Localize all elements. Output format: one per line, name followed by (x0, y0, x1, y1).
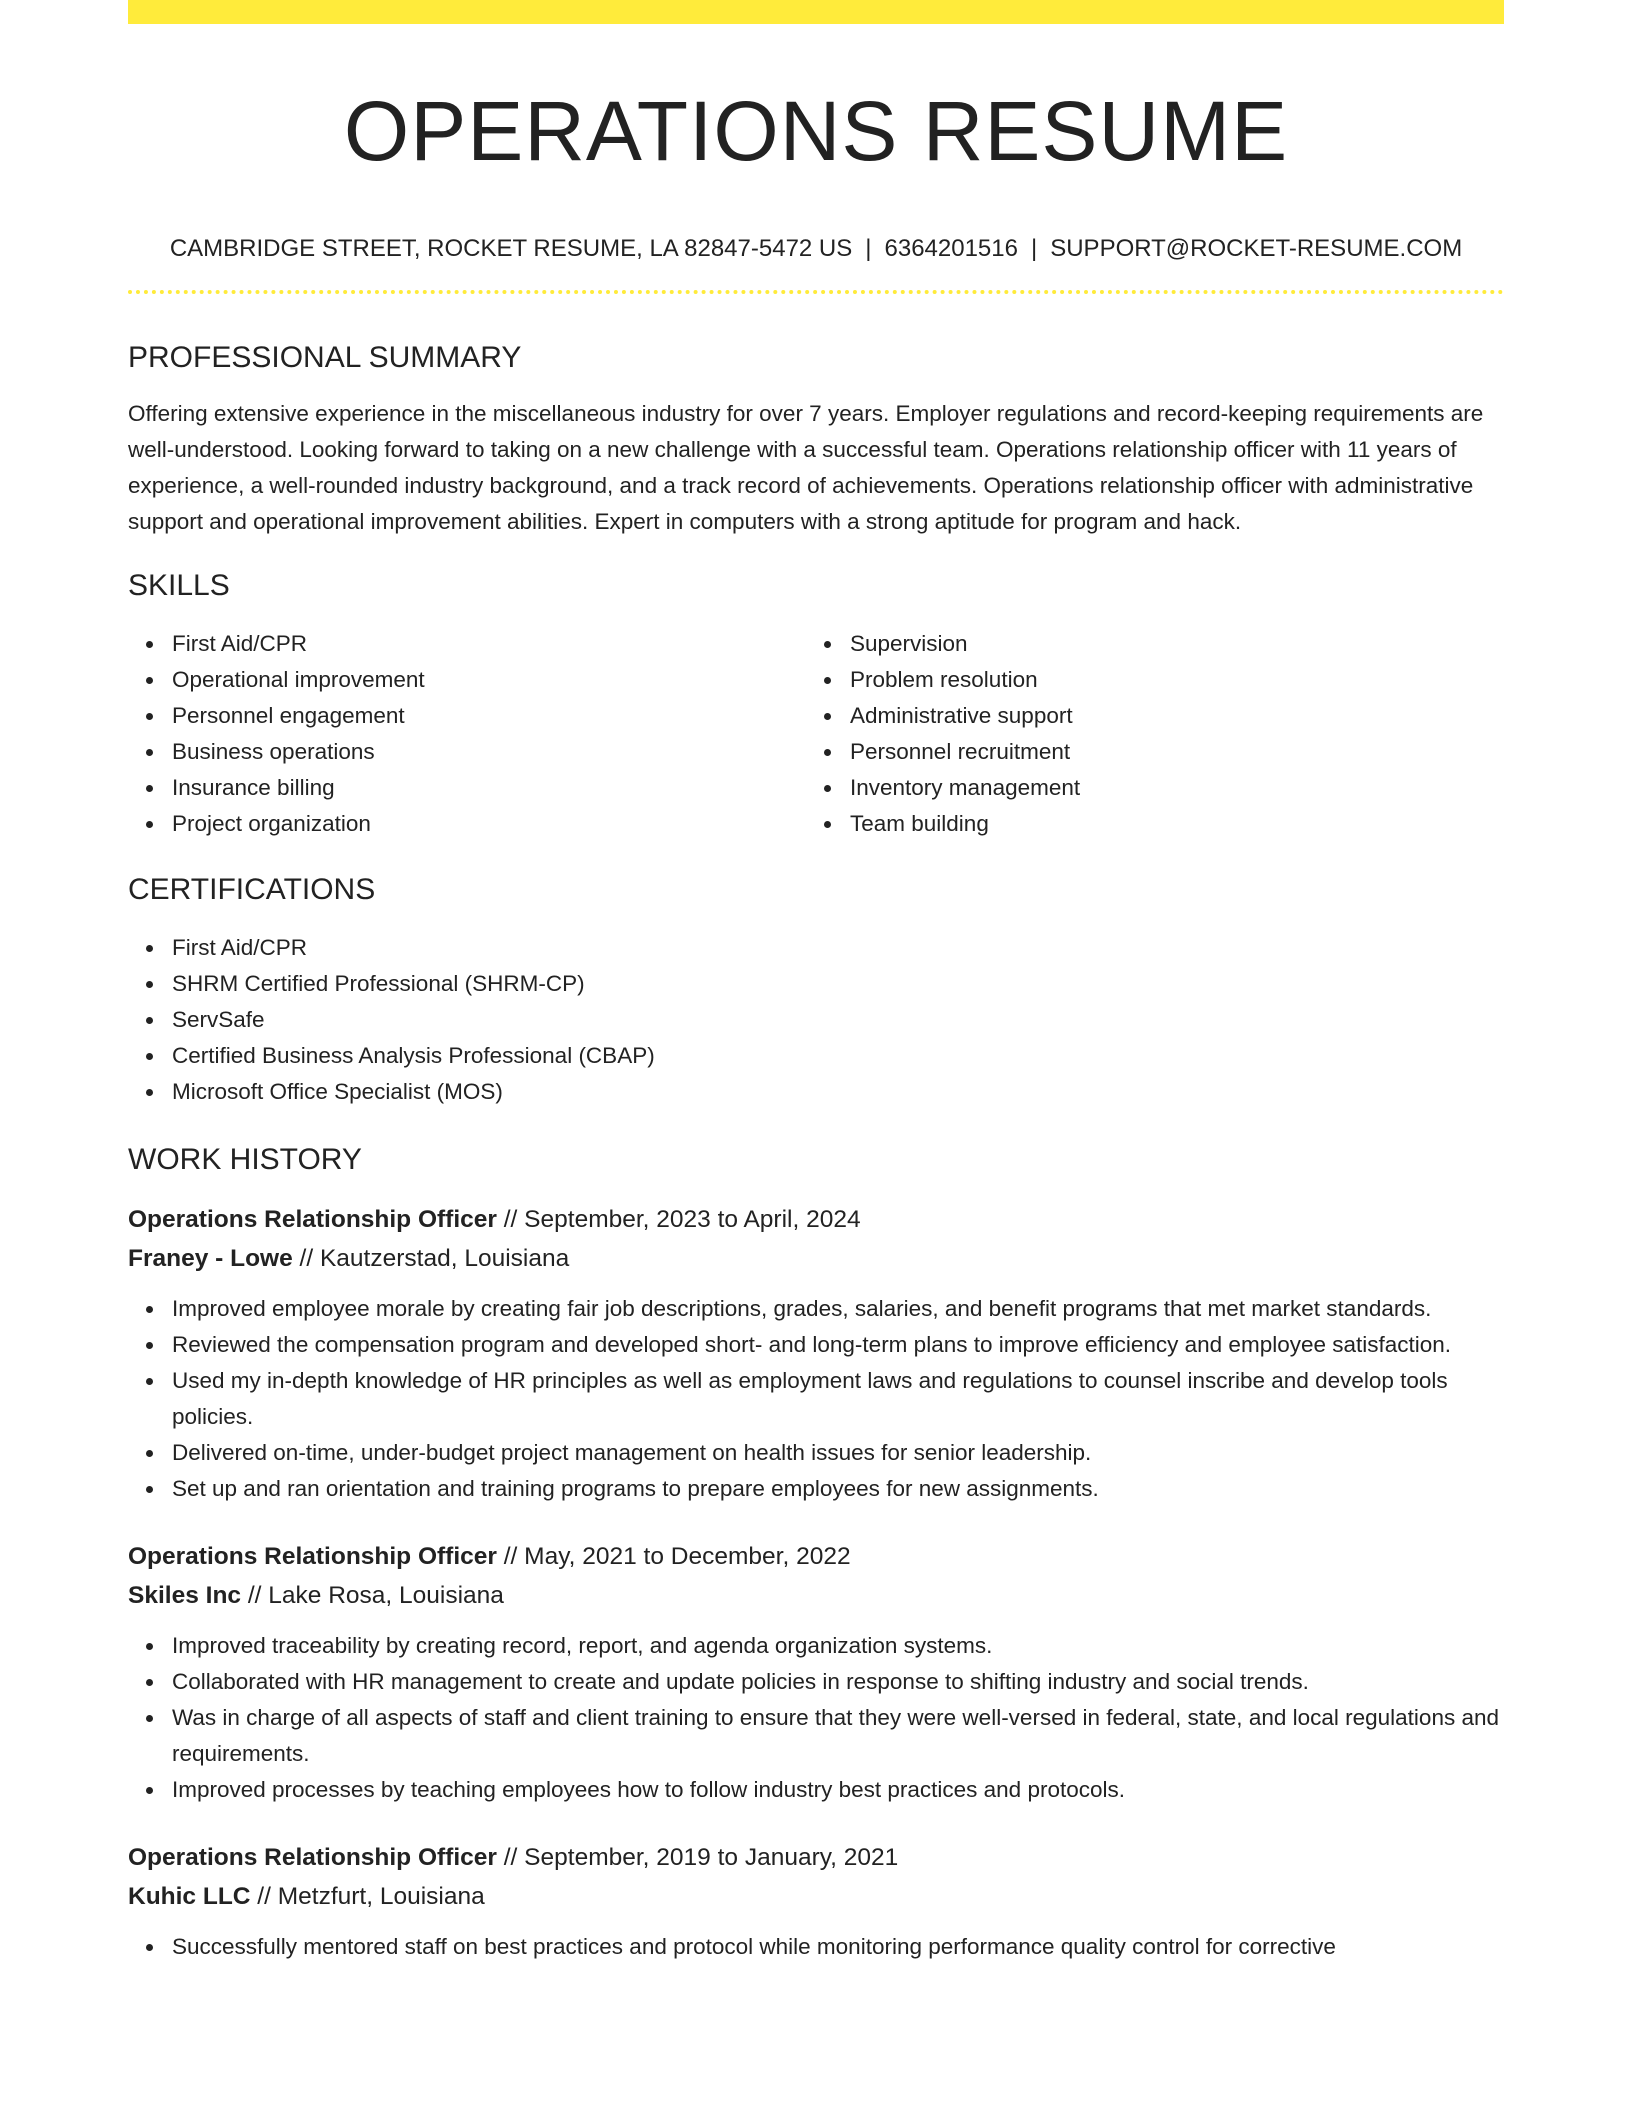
job-bullets (128, 1291, 1504, 1507)
job-bullet: Reviewed the compensation program and developed short- and long-term plans to improve efficiency and employee satisfaction. (172, 1327, 1504, 1363)
job-location: // Lake Rosa, Louisiana (241, 1582, 504, 1609)
dotted-divider (128, 290, 1504, 294)
skill-item: Personnel recruitment (850, 734, 1484, 770)
job-company-line (128, 1877, 1504, 1916)
certification-item: SHRM Certified Professional (SHRM-CP) (172, 966, 1504, 1002)
summary-heading: PROFESSIONAL SUMMARY (128, 341, 522, 374)
job-entry (128, 1838, 1504, 1965)
skill-item: Team building (850, 806, 1484, 842)
certifications-heading: CERTIFICATIONS (128, 873, 376, 906)
skills-column-right (806, 626, 1484, 842)
skill-item: Inventory management (850, 770, 1484, 806)
skill-item: Business operations (172, 734, 806, 770)
skills-list (128, 626, 1504, 842)
skill-item: Supervision (850, 626, 1484, 662)
skill-item: First Aid/CPR (172, 626, 806, 662)
certifications-list (128, 930, 1504, 1110)
job-location: // Kautzerstad, Louisiana (292, 1245, 570, 1272)
job-bullet: Improved processes by teaching employees how to follow industry best practices and protocols. (172, 1772, 1504, 1808)
job-bullet: Used my in-depth knowledge of HR principles as well as employment laws and regulations to counsel inscribe and develop tools policies. (172, 1363, 1504, 1435)
job-entry (128, 1537, 1504, 1808)
job-role: Operations Relationship Officer (128, 1543, 497, 1570)
skill-item: Project organization (172, 806, 806, 842)
skills-heading: SKILLS (128, 569, 230, 602)
job-company: Kuhic LLC (128, 1883, 251, 1910)
skill-item: Operational improvement (172, 662, 806, 698)
contact-separator: | (865, 235, 872, 262)
contact-line (128, 234, 1504, 264)
certification-item: ServSafe (172, 1002, 1504, 1038)
contact-phone: 6364201516 (884, 235, 1018, 262)
contact-email[interactable]: SUPPORT@ROCKET-RESUME.COM (1050, 235, 1463, 262)
job-title-line (128, 1537, 1504, 1576)
work-history-heading: WORK HISTORY (128, 1143, 362, 1176)
certification-item: Certified Business Analysis Professional (CBAP) (172, 1038, 1504, 1074)
job-entry (128, 1200, 1504, 1507)
job-bullet: Collaborated with HR management to create and update policies in response to shifting industry and social trends. (172, 1664, 1504, 1700)
skill-item: Personnel engagement (172, 698, 806, 734)
job-company-line (128, 1576, 1504, 1615)
skills-column-left (128, 626, 806, 842)
contact-address: CAMBRIDGE STREET, ROCKET RESUME, LA 82847-5472 US (169, 235, 853, 262)
contact-separator: | (1030, 235, 1038, 262)
summary-text: Offering extensive experience in the miscellaneous industry for over 7 years. Employer regulations and record-keeping requirements are well-understood. Looking forward to taking on a new challenge with a successful team. Operations relationship officer with 11 years of experience, a well-rounded industry background, and a track record of achievements. Operations relationship officer with administrative support and operational improvement abilities. Expert in computers with a strong aptitude for program and hack. (128, 401, 1484, 534)
job-bullets (128, 1929, 1504, 1965)
skill-item: Problem resolution (850, 662, 1484, 698)
job-location: // Metzfurt, Louisiana (250, 1883, 485, 1910)
job-bullet: Delivered on-time, under-budget project management on health issues for senior leadership. (172, 1435, 1504, 1471)
job-company-line (128, 1239, 1504, 1278)
skill-item: Administrative support (850, 698, 1484, 734)
job-bullet: Was in charge of all aspects of staff and client training to ensure that they were well-versed in federal, state, and local regulations and requirements. (172, 1700, 1504, 1772)
resume-title: OPERATIONS RESUME (343, 84, 1289, 178)
job-bullet: Improved employee morale by creating fair job descriptions, grades, salaries, and benefit programs that met market standards. (172, 1291, 1504, 1327)
certification-item: Microsoft Office Specialist (MOS) (172, 1074, 1504, 1110)
certification-item: First Aid/CPR (172, 930, 1504, 966)
job-bullet: Set up and ran orientation and training programs to prepare employees for new assignments. (172, 1471, 1504, 1507)
job-role: Operations Relationship Officer (128, 1844, 497, 1871)
job-bullet: Successfully mentored staff on best practices and protocol while monitoring performance quality control for corrective (172, 1929, 1504, 1965)
accent-bar (128, 0, 1504, 24)
job-dates: // September, 2019 to January, 2021 (496, 1844, 899, 1871)
job-title-line (128, 1200, 1504, 1239)
job-title-line (128, 1838, 1504, 1877)
job-dates: // May, 2021 to December, 2022 (496, 1543, 851, 1570)
job-dates: // September, 2023 to April, 2024 (496, 1206, 861, 1233)
job-role: Operations Relationship Officer (128, 1206, 497, 1233)
skill-item: Insurance billing (172, 770, 806, 806)
resume-page (128, 0, 1504, 1965)
job-company: Franey - Lowe (128, 1245, 293, 1272)
job-bullets (128, 1628, 1504, 1808)
job-company: Skiles Inc (128, 1582, 242, 1609)
job-bullet: Improved traceability by creating record, report, and agenda organization systems. (172, 1628, 1504, 1664)
